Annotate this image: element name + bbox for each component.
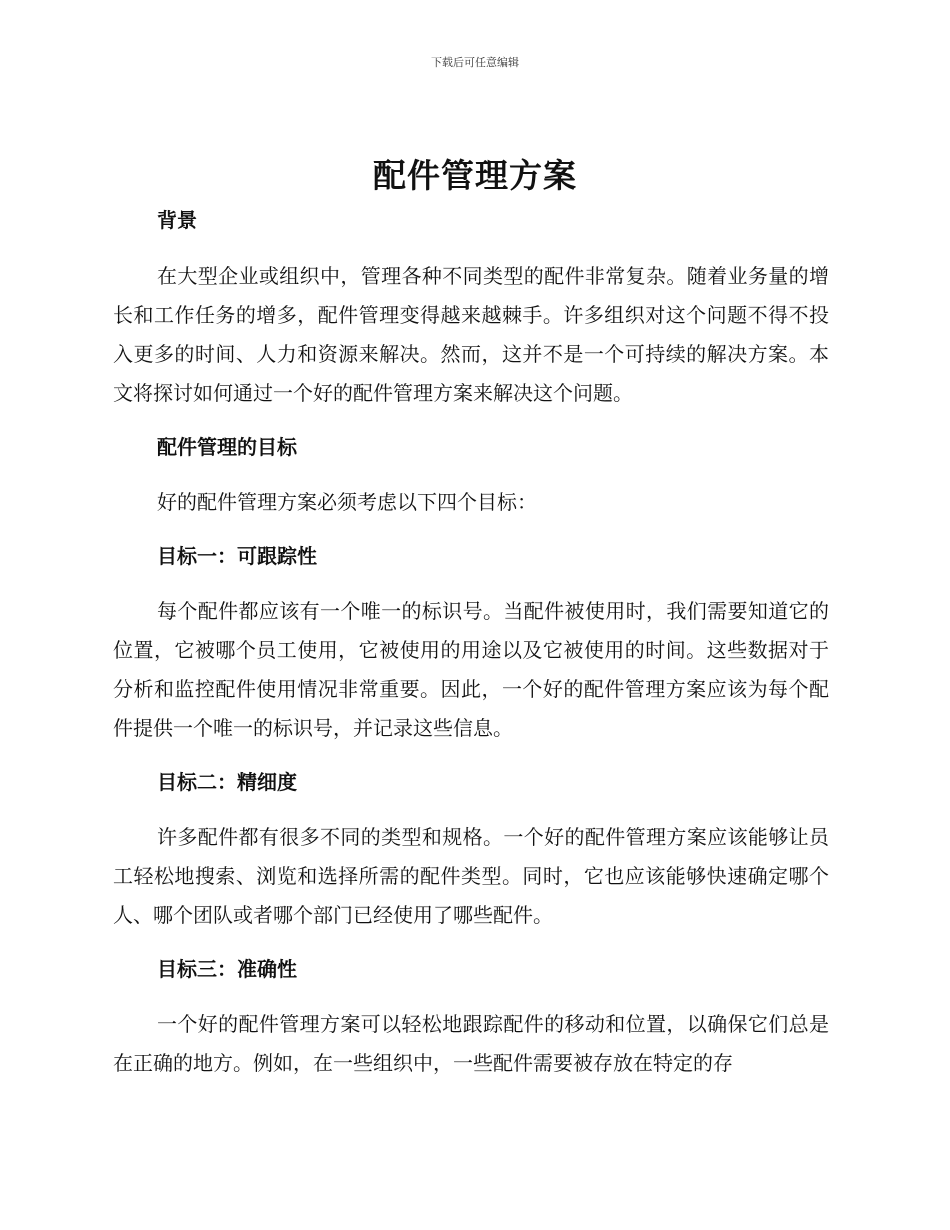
section-heading-goal-one: 目标一：可跟踪性: [157, 544, 317, 568]
section-heading-goal-three: 目标三：准确性: [157, 957, 297, 981]
section-heading-goal-two: 目标二：精细度: [157, 770, 297, 794]
document-body: [113, 204, 829, 1083]
section-paragraph-goal-two: 许多配件都有很多不同的类型和规格。一个好的配件管理方案应该能够让员工轻松地搜索、浏览和选择所需的配件类型。同时，它也应该能够快速确定哪个人、哪个团队或者哪个部门已经使用了哪些配件。: [113, 825, 829, 927]
header-note: 下载后可任意编辑: [431, 56, 519, 69]
section-paragraph-goals: 好的配件管理方案必须考虑以下四个目标：: [157, 490, 537, 514]
document-title: 配件管理方案: [373, 156, 577, 195]
section-paragraph-goal-three: 一个好的配件管理方案可以轻松地跟踪配件的移动和位置，以确保它们总是在正确的地方。例如，在一些组织中，一些配件需要被存放在特定的存: [113, 1012, 829, 1075]
section-heading-background: 背景: [157, 208, 197, 232]
section-heading-goals: 配件管理的目标: [157, 435, 297, 459]
section-paragraph-background: 在大型企业或组织中，管理各种不同类型的配件非常复杂。随着业务量的增长和工作任务的增多，配件管理变得越来越棘手。许多组织对这个问题不得不投入更多的时间、人力和资源来解决。然而，这并不是一个可持续的解决方案。本文将探讨如何通过一个好的配件管理方案来解决这个问题。: [113, 264, 829, 405]
section-paragraph-goal-one: 每个配件都应该有一个唯一的标识号。当配件被使用时，我们需要知道它的位置，它被哪个员工使用，它被使用的用途以及它被使用的时间。这些数据对于分析和监控配件使用情况非常重要。因此，一个好的配件管理方案应该为每个配件提供一个唯一的标识号，并记录这些信息。: [113, 599, 829, 740]
